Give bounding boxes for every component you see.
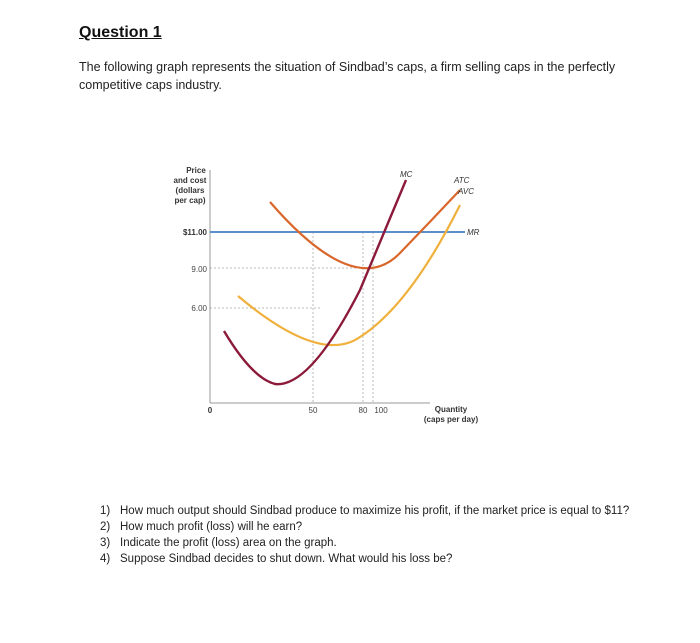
question-number: 1) <box>100 505 111 517</box>
question-item <box>100 551 640 567</box>
mc-label: MC <box>400 170 413 179</box>
y-label-line: Price <box>186 166 206 175</box>
y-label-line: per cap) <box>174 196 206 205</box>
question-item <box>100 535 640 551</box>
mc-curve <box>224 180 406 384</box>
origin-label: 0 <box>207 406 213 415</box>
question-text: Indicate the profit (loss) area on the graph. <box>120 537 337 549</box>
question-intro: The following graph represents the situation of Sindbad’s caps, a firm selling caps in the perfectly competitive caps industry. <box>79 60 616 92</box>
avc-label: AVC <box>458 187 475 196</box>
x-tick-100: 100 <box>374 406 388 415</box>
question-list <box>100 503 640 567</box>
question-heading: Question 1 <box>79 24 162 41</box>
x-tick-80: 80 <box>358 406 368 415</box>
x-tick-50: 50 <box>308 406 318 415</box>
question-number: 3) <box>100 537 111 549</box>
y-tick-6: 6.00 <box>191 304 207 313</box>
x-label-line: (caps per day) <box>423 415 479 424</box>
mr-label: MR <box>467 228 480 237</box>
y-tick-11: $11.00 <box>182 228 207 237</box>
question-item <box>100 519 640 535</box>
question-number: 2) <box>100 521 111 533</box>
cutoff-previous-text <box>0 0 700 8</box>
y-label-line: and cost <box>173 176 207 185</box>
x-label-line: Quantity <box>434 405 468 414</box>
y-axis-label <box>174 166 207 205</box>
y-label-line: (dollars <box>175 186 205 195</box>
y-tick-9: 9.00 <box>191 265 207 274</box>
question-text: How much profit (loss) will he earn? <box>120 521 303 533</box>
question-number: 4) <box>100 553 111 565</box>
question-item <box>100 503 640 519</box>
question-text: Suppose Sindbad decides to shut down. What would his loss be? <box>120 553 453 565</box>
atc-label: ATC <box>454 176 470 185</box>
cost-curves-graph <box>160 150 500 450</box>
question-text: How much output should Sindbad produce to maximize his profit, if the market price is equal to $11? <box>120 505 630 517</box>
